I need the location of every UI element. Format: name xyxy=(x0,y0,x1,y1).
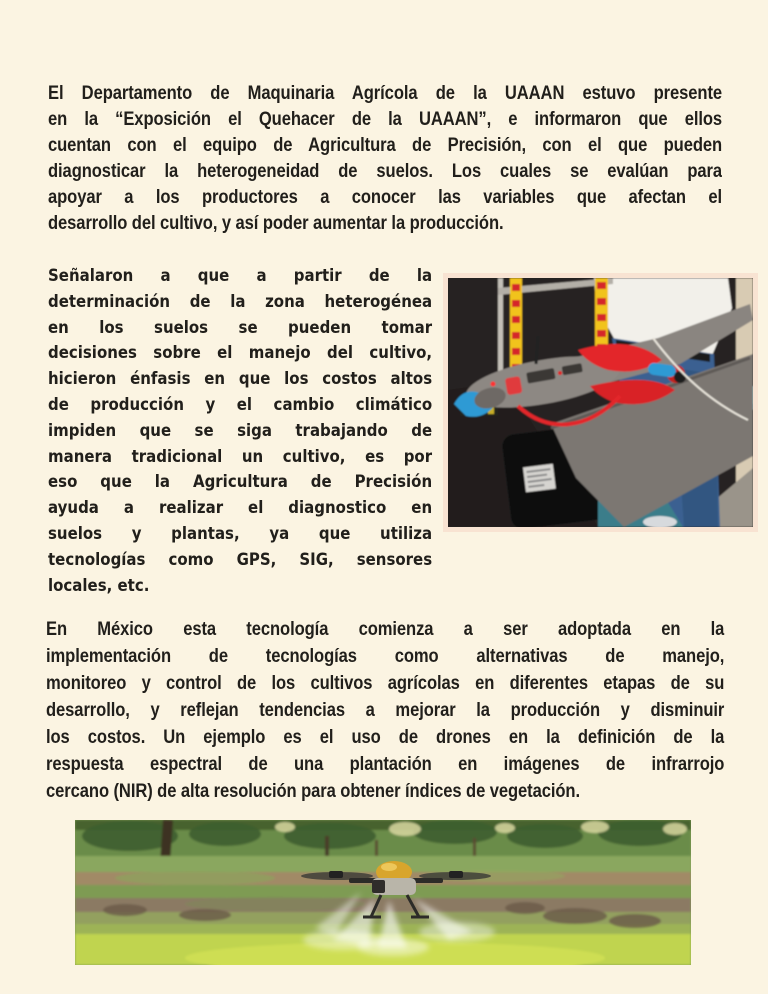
text-line: de producción y el cambio climático xyxy=(48,394,433,415)
text-line: en los suelos se pueden tomar xyxy=(48,317,433,338)
mexico-paragraph xyxy=(46,616,724,805)
fixed-wing-drone-illustration xyxy=(448,278,753,527)
fixed-wing-drone-photo xyxy=(443,273,758,532)
text-line: El Departamento de Maquinaria Agrícola de la UAAAN estuvo presente xyxy=(48,82,723,104)
intro-paragraph xyxy=(48,80,722,236)
text-line: tecnologías como GPS, SIG, sensores xyxy=(48,549,433,570)
text-line: Señalaron a que a partir de la xyxy=(48,266,433,286)
text-line: los costos. Un ejemplo es el uso de drones en la definición de la xyxy=(46,726,725,748)
spray-drone-photo xyxy=(75,820,691,965)
text-line: hicieron énfasis en que los costos altos xyxy=(48,369,433,390)
text-line: desarrollo del cultivo, y así poder aumentar la producción. xyxy=(48,212,504,234)
text-line: determinación de la zona heterogénea xyxy=(48,291,433,312)
text-line: apoyar a los productores a conocer las variables que afectan el xyxy=(48,186,723,208)
text-line: decisiones sobre el manejo del cultivo, xyxy=(48,343,433,364)
text-line: implementación de tecnologías como alternativas de manejo, xyxy=(46,645,725,667)
text-line: manera tradicional un cultivo, es por xyxy=(48,446,433,467)
text-line: desarrollo, y reflejan tendencias a mejorar la producción y disminuir xyxy=(46,699,725,721)
body-paragraph xyxy=(48,264,432,599)
text-line: suelos y plantas, ya que utiliza xyxy=(48,523,433,544)
text-line: monitoreo y control de los cultivos agrícolas en diferentes etapas de su xyxy=(46,672,725,694)
text-line: cercano (NIR) de alta resolución para obtener índices de vegetación. xyxy=(46,780,580,802)
text-line: diagnosticar la heterogeneidad de suelos. Los cuales se evalúan para xyxy=(48,160,723,182)
text-line: impiden que se siga trabajando de xyxy=(48,420,433,441)
text-line: en la “Exposición el Quehacer de la UAAAN”, e informaron que ellos xyxy=(48,108,723,130)
text-line: respuesta espectral de una plantación en imágenes de infrarrojo xyxy=(46,753,725,775)
text-line: En México esta tecnología comienza a ser adoptada en la xyxy=(46,618,725,640)
text-line: locales, etc. xyxy=(48,575,150,596)
spray-drone-illustration xyxy=(75,820,691,965)
text-line: ayuda a realizar el diagnostico en xyxy=(48,498,433,519)
text-line: eso que la Agricultura de Precisión xyxy=(48,472,433,493)
text-line: cuentan con el equipo de Agricultura de Precisión, con el que pueden xyxy=(48,134,723,156)
